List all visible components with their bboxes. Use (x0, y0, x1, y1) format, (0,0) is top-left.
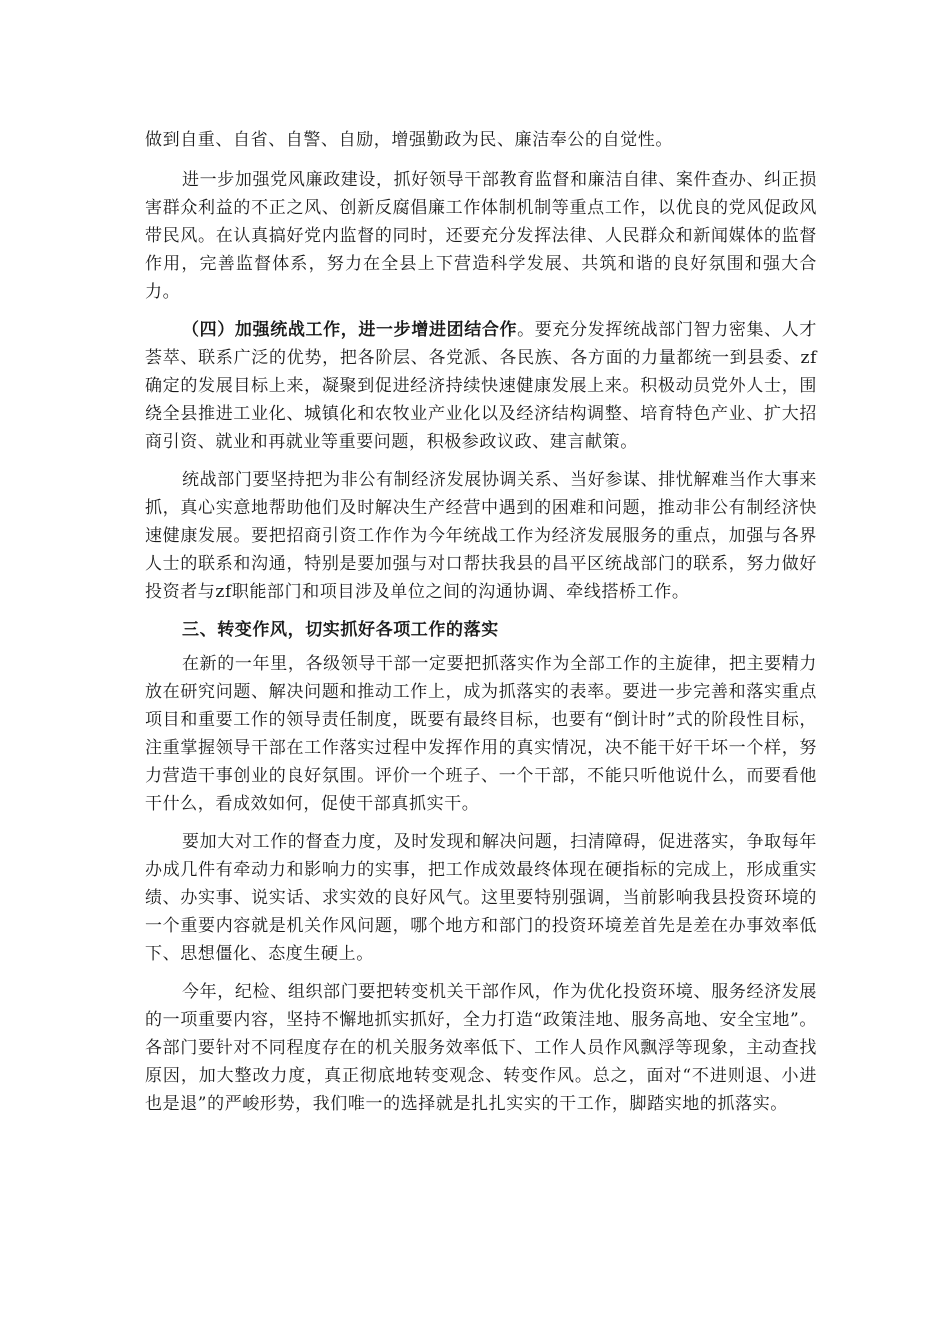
paragraph-united-front-text: 。要充分发挥统战部门智力密集、人才荟萃、联系广泛的优势，把各阶层、各党派、各民族、各方面的力量都统一到县委、zf确定的发展目标上来，凝聚到促进经济持续快速健康发展上来。积极动员党外人士，围绕全县推进工业化、城镇化和农牧业产业化以及经济结构调整、培育特色产业、扩大招商引资、就业和再就业等重要问题，积极参政议政、建言献策。 (145, 320, 817, 452)
paragraph-continued: 做到自重、自省、自警、自励，增强勤政为民、廉洁奉公的自觉性。 (145, 130, 673, 150)
paragraph-party-conduct: 进一步加强党风廉政建设，抓好领导干部教育监督和廉洁自律、案件查办、纠正损害群众利益的不正之风、创新反腐倡廉工作体制机制等重点工作，以优良的党风促政风带民风。在认真搞好党内监督的同时，还要充分发挥法律、人民群众和新闻媒体的监督作用，完善监督体系，努力在全县上下营造科学发展、共筑和谐的良好氛围和强大合力。 (145, 170, 817, 302)
paragraph-this-year: 今年，纪检、组织部门要把转变机关干部作风，作为优化投资环境、服务经济发展的一项重要内容，坚持不懈地抓实抓好，全力打造“政策洼地、服务高地、安全宝地”。各部门要针对不同程度存在的机关服务效率低下、工作人员作风飘浮等现象，主动查找原因，加大整改力度，真正彻底地转变观念、转变作风。总之，面对“不进则退、小进也是退”的严峻形势，我们唯一的选择就是扎扎实实的干工作，脚踏实地的抓落实。 (145, 982, 817, 1114)
section-heading-3: 三、转变作风，切实抓好各项工作的落实 (182, 620, 499, 640)
document-body (145, 126, 817, 1128)
paragraph-supervision: 要加大对工作的督查力度，及时发现和解决问题，扫清障碍，促进落实，争取每年办成几件有牵动力和影响力的实事，把工作成效最终体现在硬指标的完成上，形成重实绩、办实事、说实话、求实效的良好风气。这里要特别强调，当前影响我县投资环境的一个重要内容就是机关作风问题，哪个地方和部门的投资环境差首先是差在办事效率低下、思想僵化、态度生硬上。 (145, 832, 817, 964)
paragraph-united-front-dept: 统战部门要坚持把为非公有制经济发展协调关系、当好参谋、排忧解难当作大事来抓，真心实意地帮助他们及时解决生产经营中遇到的困难和问题，推动非公有制经济快速健康发展。要把招商引资工作作为今年统战工作为经济发展服务的重点，加强与各界人士的联系和沟通，特别是要加强与对口帮扶我县的昌平区统战部门的联系，努力做好投资者与zf职能部门和项目涉及单位之间的沟通协调、牵线搭桥工作。 (145, 470, 817, 602)
paragraph-united-front (145, 316, 817, 456)
section-heading-4: （四）加强统战工作，进一步增进团结合作 (182, 320, 518, 340)
paragraph-new-year: 在新的一年里，各级领导干部一定要把抓落实作为全部工作的主旋律，把主要精力放在研究问题、解决问题和推动工作上，成为抓落实的表率。要进一步完善和落实重点项目和重要工作的领导责任制度，既要有最终目标，也要有“倒计时”式的阶段性目标，注重掌握领导干部在工作落实过程中发挥作用的真实情况，决不能干好干坏一个样，努力营造干事创业的良好氛围。评价一个班子、一个干部，不能只听他说什么，而要看他干什么，看成效如何，促使干部真抓实干。 (145, 654, 817, 814)
